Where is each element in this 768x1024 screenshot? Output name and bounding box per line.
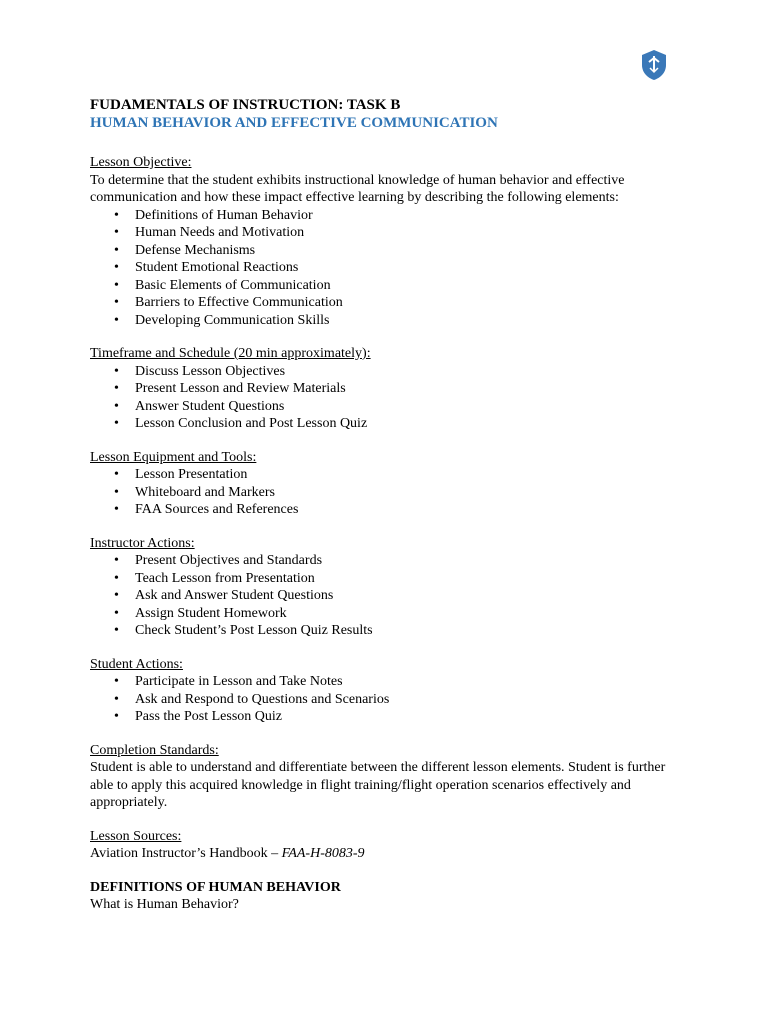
definitions-question: What is Human Behavior? [90,897,239,912]
list-item: • Assign Student Homework [90,605,690,623]
page-title: FUDAMENTALS OF INSTRUCTION: TASK B [90,97,401,113]
timeframe-section [90,345,690,433]
completion-heading: Completion Standards: [90,742,219,758]
list-item: • Lesson Presentation [90,466,690,484]
objective-section [90,154,690,329]
completion-section [90,742,690,812]
definitions-section [90,879,690,914]
sources-reference: FAA-H-8083-9 [281,846,365,861]
equipment-heading: Lesson Equipment and Tools: [90,449,257,465]
list-item: • Teach Lesson from Presentation [90,570,690,588]
list-item: • Present Objectives and Standards [90,552,690,570]
list-item: • Defense Mechanisms [90,242,690,260]
shield-logo-icon [638,48,670,82]
list-item: • Human Needs and Motivation [90,224,690,242]
list-item: • Basic Elements of Communication [90,277,690,295]
student-section [90,656,690,726]
list-item: • Check Student’s Post Lesson Quiz Results [90,622,690,640]
document-body [90,96,690,930]
timeframe-list [90,363,690,433]
equipment-list [90,466,690,519]
equipment-section [90,449,690,519]
sources-section [90,828,690,863]
list-item: • Developing Communication Skills [90,312,690,330]
list-item: • Present Lesson and Review Materials [90,380,690,398]
student-list [90,673,690,726]
sources-text [90,845,690,863]
instructor-heading: Instructor Actions: [90,535,195,551]
list-item: • Student Emotional Reactions [90,259,690,277]
list-item: • Definitions of Human Behavior [90,207,690,225]
definitions-heading: DEFINITIONS OF HUMAN BEHAVIOR [90,879,341,895]
list-item: • Answer Student Questions [90,398,690,416]
sources-title: Aviation Instructor’s Handbook – [90,846,282,861]
list-item: • Barriers to Effective Communication [90,294,690,312]
completion-text: Student is able to understand and differentiate between the different lesson elements. Student is further able to apply this acquired knowledge in flight training/flight operation scenarios effectively and appropriately. [90,760,666,810]
page-subtitle: HUMAN BEHAVIOR AND EFFECTIVE COMMUNICATION [90,115,498,131]
list-item: • Discuss Lesson Objectives [90,363,690,381]
objective-list [90,207,690,330]
list-item: • Pass the Post Lesson Quiz [90,708,690,726]
timeframe-heading: Timeframe and Schedule (20 min approximately): [90,346,371,361]
objective-text: To determine that the student exhibits instructional knowledge of human behavior and effective communication and how these impact effective learning by describing the following elements: [90,172,625,205]
list-item: • Participate in Lesson and Take Notes [90,673,690,691]
list-item: • Ask and Answer Student Questions [90,587,690,605]
instructor-section [90,535,690,640]
sources-heading: Lesson Sources: [90,828,182,844]
objective-heading: Lesson Objective: [90,155,192,170]
list-item: • Ask and Respond to Questions and Scenarios [90,691,690,709]
instructor-list [90,552,690,640]
list-item: • Whiteboard and Markers [90,484,690,502]
student-heading: Student Actions: [90,656,183,672]
list-item: • Lesson Conclusion and Post Lesson Quiz [90,415,690,433]
list-item: • FAA Sources and References [90,501,690,519]
